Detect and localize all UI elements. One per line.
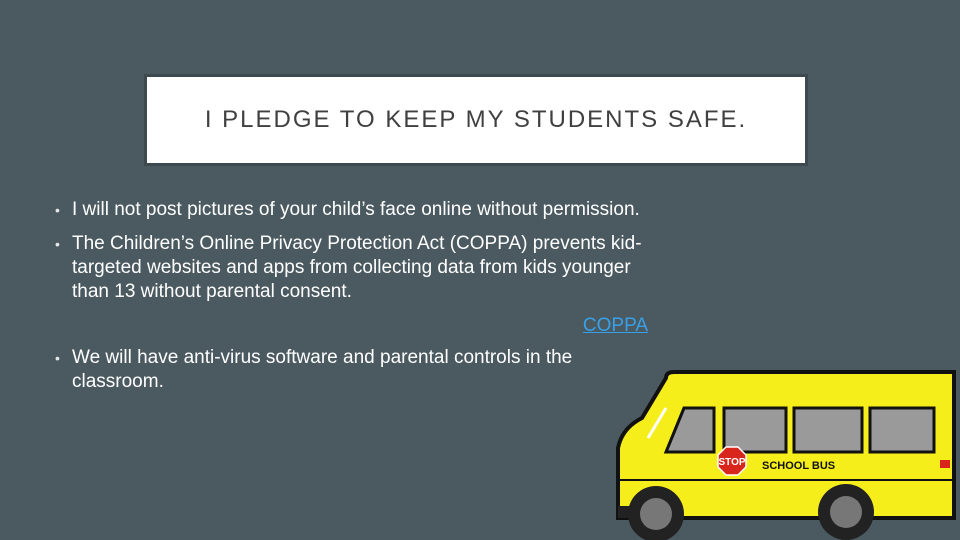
- bus-window: [870, 408, 934, 452]
- bullet-text: We will have anti-virus software and parental controls in the classroom.: [72, 347, 573, 392]
- slide-title: I PLEDGE TO KEEP MY STUDENTS SAFE.: [204, 106, 748, 133]
- bullet-text: The Children’s Online Privacy Protection Act (COPPA) prevents kid-targeted websites and apps from collecting data from kids younger than 13 without parental consent.: [72, 233, 642, 302]
- bullet-icon: •: [55, 236, 60, 252]
- school-bus-image: [614, 368, 960, 540]
- bus-window: [724, 408, 786, 452]
- bus-window: [794, 408, 862, 452]
- title-box: [144, 74, 808, 166]
- link-row: [55, 314, 655, 338]
- bullet-icon: •: [55, 350, 60, 366]
- bullet-icon: •: [55, 202, 60, 218]
- bus-label: SCHOOL BUS: [762, 460, 836, 472]
- bus-wheel-hub: [830, 496, 862, 528]
- stop-sign-text: STOP: [718, 457, 746, 468]
- bullet-text: I will not post pictures of your child’s face online without permission.: [72, 199, 640, 220]
- bus-light: [940, 460, 950, 468]
- bullet-item: [55, 346, 655, 394]
- bullet-item: [55, 232, 655, 304]
- bullet-list: [55, 198, 655, 404]
- coppa-link[interactable]: COPPA: [582, 315, 648, 336]
- bus-wheel-hub: [640, 498, 672, 530]
- bullet-item: [55, 198, 655, 222]
